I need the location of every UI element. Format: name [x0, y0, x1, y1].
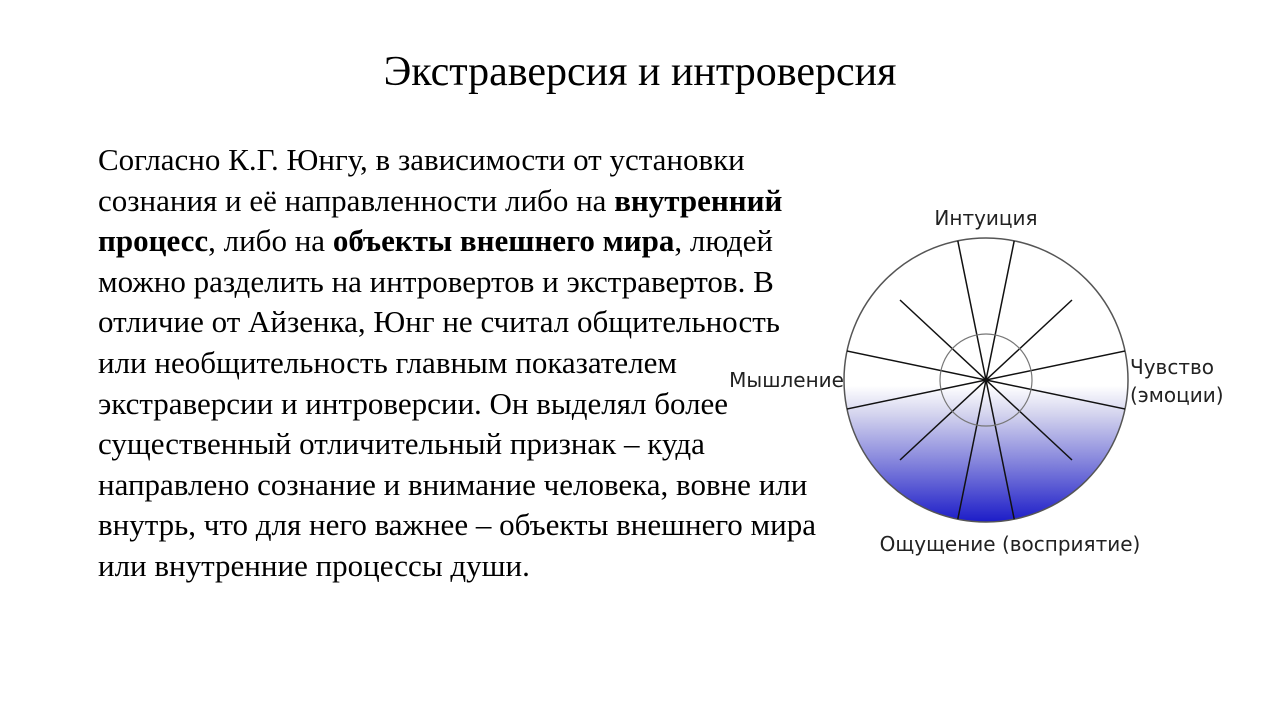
bold-term-inner-process: внутренний процесс — [98, 182, 783, 259]
bold-term-outer-objects: объекты внешнего мира — [332, 223, 675, 259]
text-segment: , людей можно разделить на интровертов и экстравертов. В отличие от Айзенка, Юнг не считал общительность или необщительность главным показателем экстраверсии и интроверсии. Он выделял более существенный отличительный признак – куда направлено сознание и внимание человека, вовне или внутрь, что для него важнее – объекты внешнего мира или внутренние процессы души. — [98, 223, 817, 583]
label-feeling-line1: Чувство — [1130, 355, 1215, 379]
text-segment: Согласно К.Г. Юнгу, в зависимости от установки сознания и её направленности либо на — [98, 142, 745, 218]
label-intuition: Интуиция — [934, 206, 1038, 230]
jung-functions-diagram — [700, 180, 1260, 580]
label-thinking: Мышление — [729, 368, 844, 392]
slide-title: Экстраверсия и интроверсия — [383, 49, 897, 95]
label-sensation: Ощущение (восприятие) — [879, 532, 1141, 556]
label-feeling-line2: (эмоции) — [1130, 383, 1224, 407]
text-segment: , либо на — [208, 223, 333, 259]
